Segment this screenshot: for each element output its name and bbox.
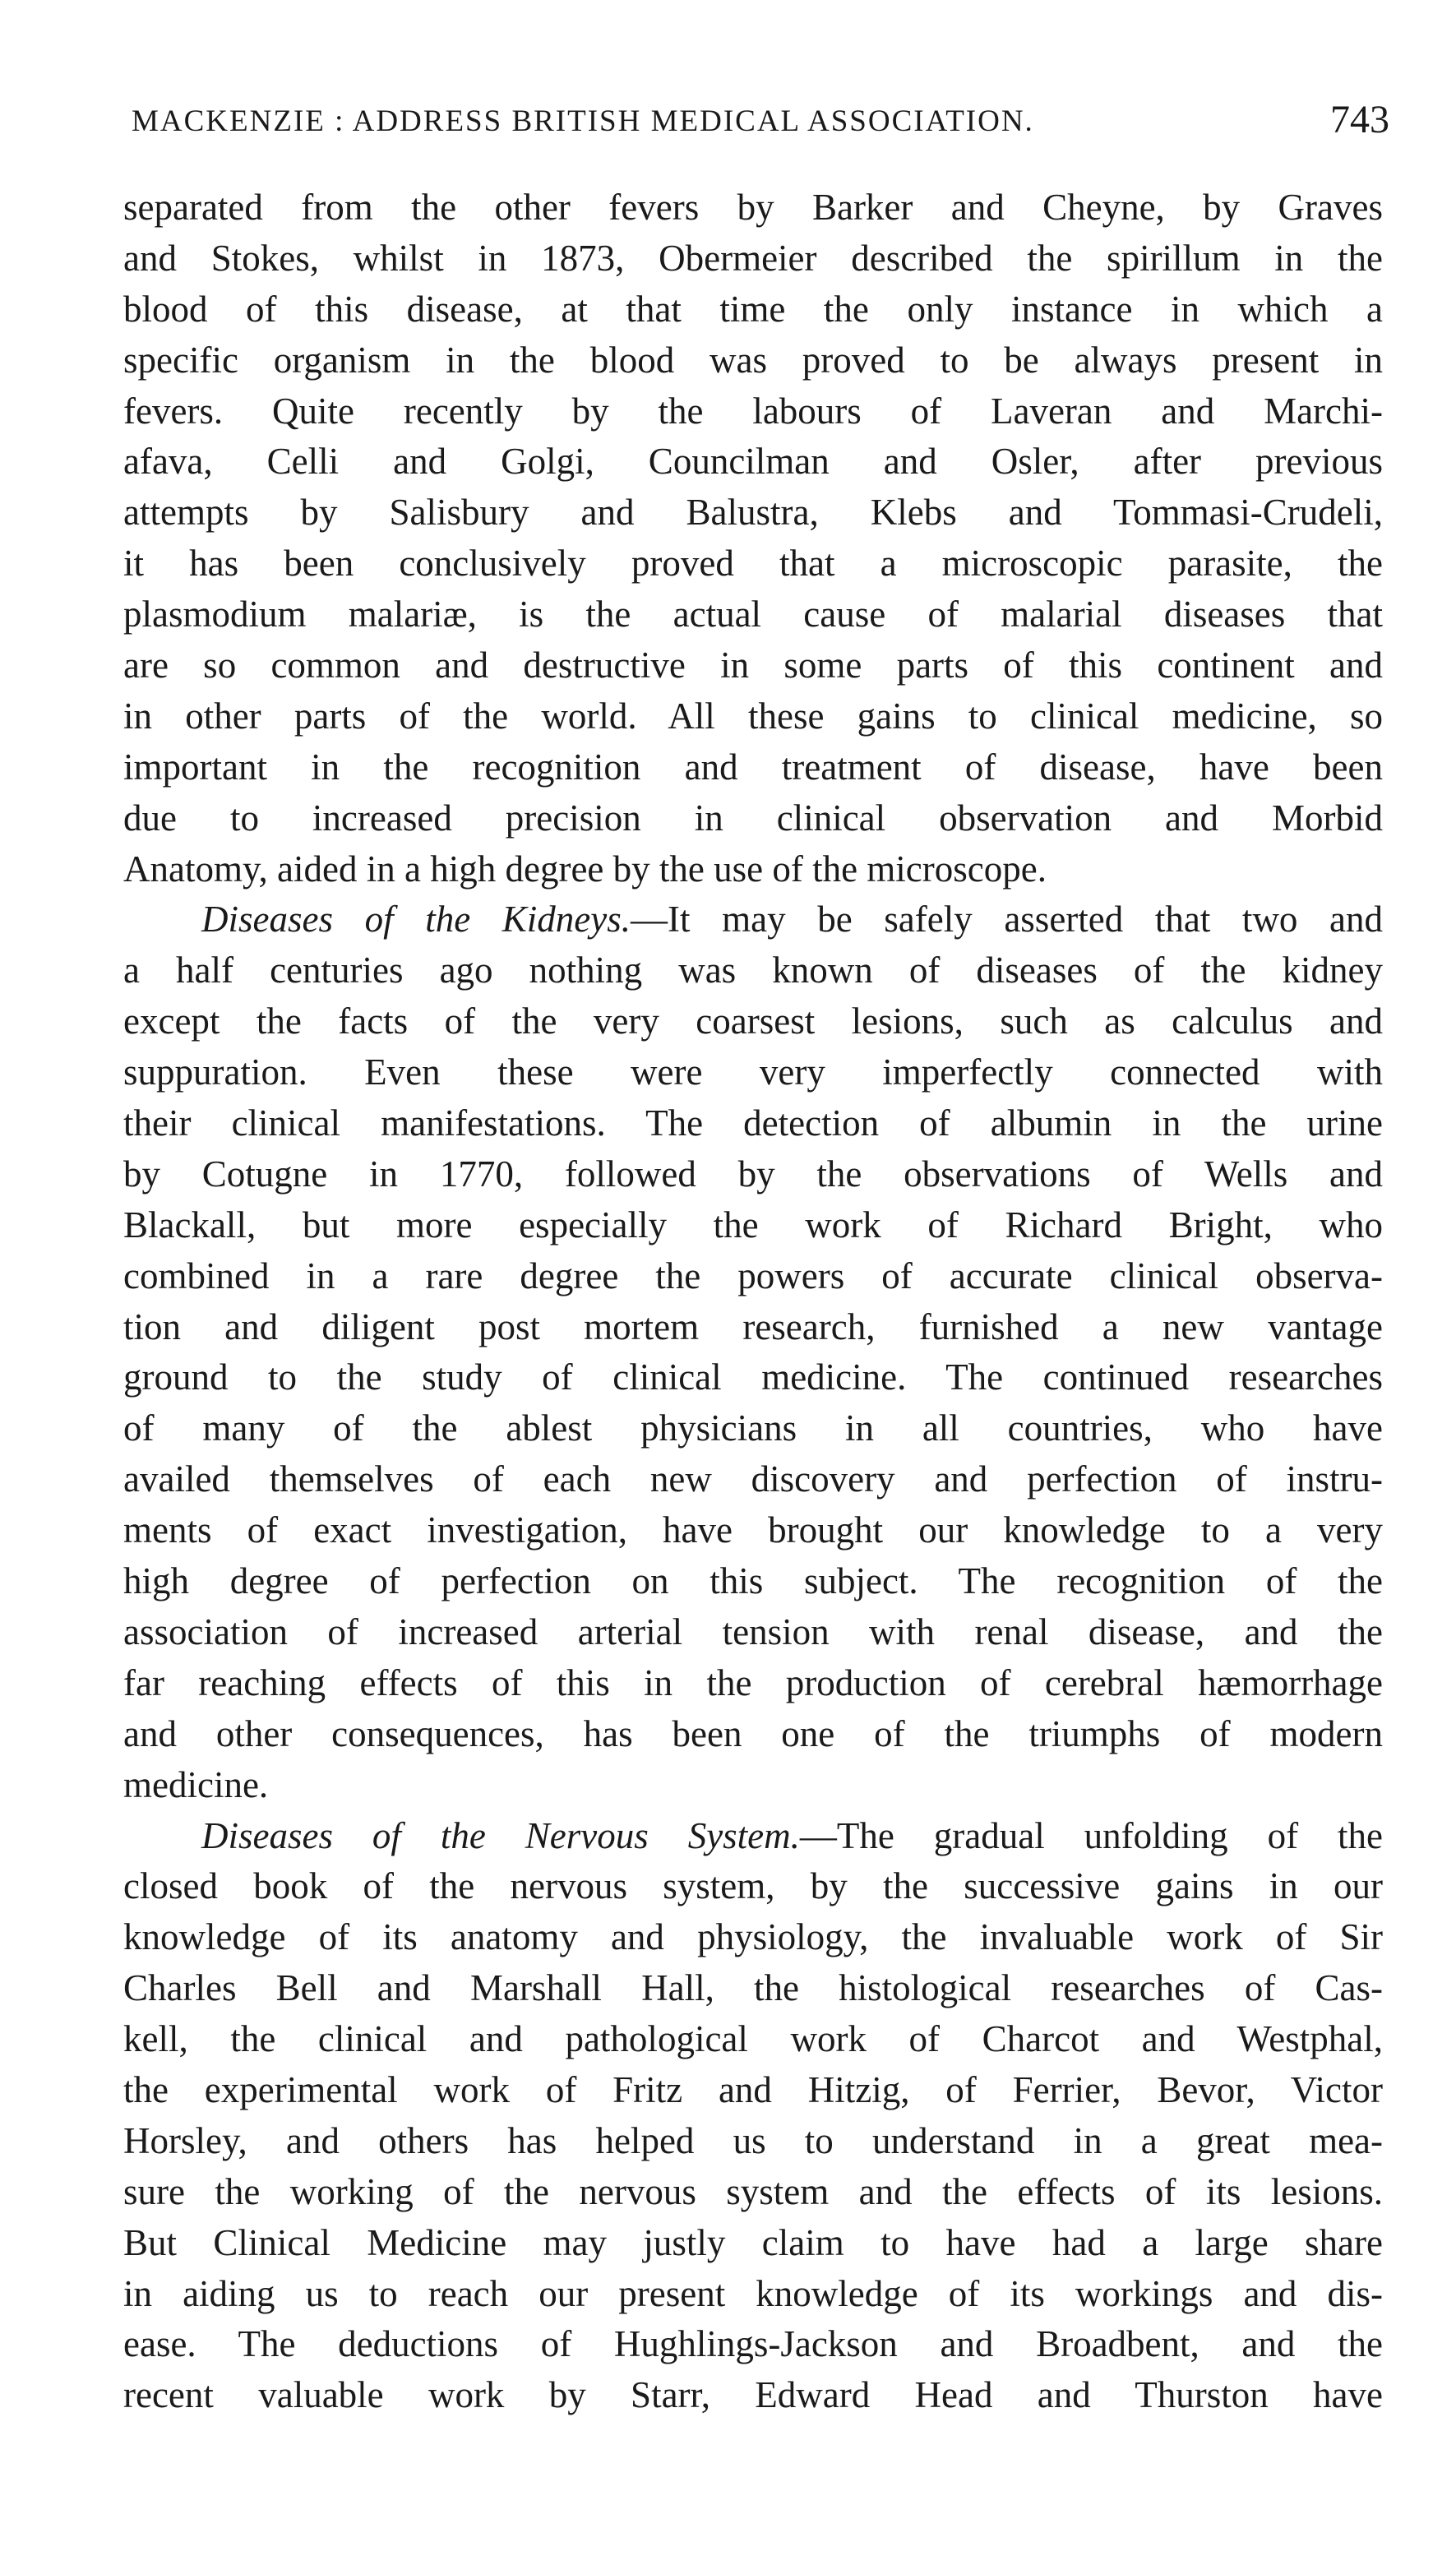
line-text: except the facts of the very coarsest lesions, such as calculus and xyxy=(123,1001,1383,1042)
running-title: MACKENZIE : ADDRESS BRITISH MEDICAL ASSOCIATION. xyxy=(132,104,1034,138)
line-text: fevers. Quite recently by the labours of Laveran and Marchi- xyxy=(123,390,1383,432)
text-line xyxy=(123,945,1383,996)
line-text: ease. The deductions of Hughlings-Jackson and Broadbent, and the xyxy=(123,2323,1383,2365)
line-text: important in the recognition and treatment of disease, have been xyxy=(123,746,1383,788)
text-line xyxy=(123,1607,1383,1658)
line-text: —The gradual unfolding of the xyxy=(799,1814,1383,1856)
line-text: —It may be safely asserted that two and xyxy=(631,899,1384,940)
line-text: of many of the ablest physicians in all countries, who have xyxy=(123,1407,1383,1449)
line-text: the experimental work of Fritz and Hitzig, of Ferrier, Bevor, Victor xyxy=(123,2068,1383,2110)
line-text: due to increased precision in clinical observation and Morbid xyxy=(123,797,1383,839)
line-text: and other consequences, has been one of the triumphs of modern xyxy=(123,1712,1383,1754)
text-line xyxy=(123,2370,1383,2421)
text-line xyxy=(123,2319,1383,2370)
line-text: Blackall, but more especially the work of Richard Bright, who xyxy=(123,1204,1383,1245)
text-line xyxy=(123,640,1383,691)
text-line xyxy=(123,2065,1383,2116)
text-line xyxy=(123,844,1383,895)
text-line xyxy=(123,1403,1383,1454)
running-header xyxy=(132,97,1389,146)
text-line xyxy=(123,1302,1383,1353)
line-text: are so common and destructive in some parts of this continent and xyxy=(123,645,1383,686)
text-line xyxy=(123,1352,1383,1403)
text-line xyxy=(123,233,1383,284)
line-text: in aiding us to reach our present knowledge of its workings and dis- xyxy=(123,2272,1383,2314)
text-line xyxy=(123,1251,1383,1302)
text-line xyxy=(123,488,1383,538)
line-text: separated from the other fevers by Barker and Cheyne, by Graves xyxy=(123,187,1383,228)
paragraph xyxy=(123,183,1383,894)
line-text: Anatomy, aided in a high degree by the use of the microscope. xyxy=(123,848,1047,890)
line-text: it has been conclusively proved that a microscopic parasite, the xyxy=(123,543,1383,585)
text-line xyxy=(123,2167,1383,2218)
line-text: high degree of perfection on this subject. The recognition of the xyxy=(123,1560,1383,1602)
line-text: blood of this disease, at that time the only instance in which a xyxy=(123,288,1383,330)
text-line xyxy=(123,1760,1383,1811)
line-text: their clinical manifestations. The detection of albumin in the urine xyxy=(123,1102,1383,1144)
text-line xyxy=(123,1658,1383,1709)
text-line xyxy=(123,996,1383,1047)
text-line xyxy=(123,691,1383,742)
line-text: Charles Bell and Marshall Hall, the histological researches of Cas- xyxy=(123,1967,1383,2009)
text-line xyxy=(123,386,1383,437)
text-line xyxy=(123,1454,1383,1505)
line-text: attempts by Salisbury and Balustra, Klebs and Tommasi-Crudeli, xyxy=(123,492,1383,534)
text-line xyxy=(123,183,1383,233)
text-line xyxy=(123,1709,1383,1760)
line-text: ground to the study of clinical medicine. The continued researches xyxy=(123,1356,1383,1398)
text-line xyxy=(123,894,1383,945)
line-text: a half centuries ago nothing was known of diseases of the kidney xyxy=(123,950,1383,991)
section-heading: Diseases of the Kidneys. xyxy=(201,899,631,940)
text-line xyxy=(123,1149,1383,1200)
text-line xyxy=(123,2218,1383,2269)
text-line xyxy=(123,1047,1383,1098)
text-line xyxy=(123,1912,1383,1963)
text-line xyxy=(123,335,1383,386)
line-text: specific organism in the blood was proved to be always present in xyxy=(123,339,1383,381)
text-line xyxy=(123,793,1383,844)
line-text: Horsley, and others has helped us to understand in a great mea- xyxy=(123,2119,1383,2161)
text-line xyxy=(123,1505,1383,1556)
text-line xyxy=(123,538,1383,589)
text-line xyxy=(123,1861,1383,1912)
text-line xyxy=(123,2116,1383,2167)
line-text: sure the working of the nervous system and the effects of its lesions. xyxy=(123,2170,1383,2212)
line-text: But Clinical Medicine may justly claim to have had a large share xyxy=(123,2221,1383,2263)
text-line xyxy=(123,1556,1383,1607)
paragraph xyxy=(123,1811,1383,2422)
paragraph xyxy=(123,894,1383,1810)
page-number: 743 xyxy=(1330,98,1389,141)
line-text: and Stokes, whilst in 1873, Obermeier described the spirillum in the xyxy=(123,237,1383,279)
text-line xyxy=(123,1811,1383,1862)
line-text: knowledge of its anatomy and physiology, the invaluable work of Sir xyxy=(123,1916,1383,1958)
section-heading: Diseases of the Nervous System. xyxy=(201,1814,800,1856)
line-text: association of increased arterial tension with renal disease, and the xyxy=(123,1611,1383,1652)
line-text: afava, Celli and Golgi, Councilman and Osler, after previous xyxy=(123,441,1383,483)
text-line xyxy=(123,437,1383,488)
line-text: suppuration. Even these were very imperfectly connected with xyxy=(123,1051,1383,1093)
line-text: kell, the clinical and pathological work of Charcot and Westphal, xyxy=(123,2018,1383,2060)
line-text: ments of exact investigation, have brought our knowledge to a very xyxy=(123,1509,1383,1551)
line-text: tion and diligent post mortem research, furnished a new vantage xyxy=(123,1306,1383,1347)
line-text: plasmodium malariæ, is the actual cause of malarial diseases that xyxy=(123,594,1383,635)
text-line xyxy=(123,1098,1383,1149)
text-line xyxy=(123,284,1383,335)
text-line xyxy=(123,1963,1383,2014)
line-text: availed themselves of each new discovery and perfection of instru- xyxy=(123,1458,1383,1500)
line-text: in other parts of the world. All these gains to clinical medicine, so xyxy=(123,695,1383,737)
text-line xyxy=(123,589,1383,640)
line-text: closed book of the nervous system, by the successive gains in our xyxy=(123,1865,1383,1907)
line-text: medicine. xyxy=(123,1763,269,1805)
text-line xyxy=(123,2014,1383,2065)
line-text: recent valuable work by Starr, Edward Head and Thurston have xyxy=(123,2374,1383,2416)
text-line xyxy=(123,1200,1383,1251)
line-text: far reaching effects of this in the production of cerebral hæmorrhage xyxy=(123,1661,1383,1703)
line-text: combined in a rare degree the powers of accurate clinical observa- xyxy=(123,1255,1383,1296)
body-text xyxy=(123,183,1383,2421)
text-line xyxy=(123,2269,1383,2320)
text-line xyxy=(123,742,1383,793)
line-text: by Cotugne in 1770, followed by the observations of Wells and xyxy=(123,1153,1383,1195)
